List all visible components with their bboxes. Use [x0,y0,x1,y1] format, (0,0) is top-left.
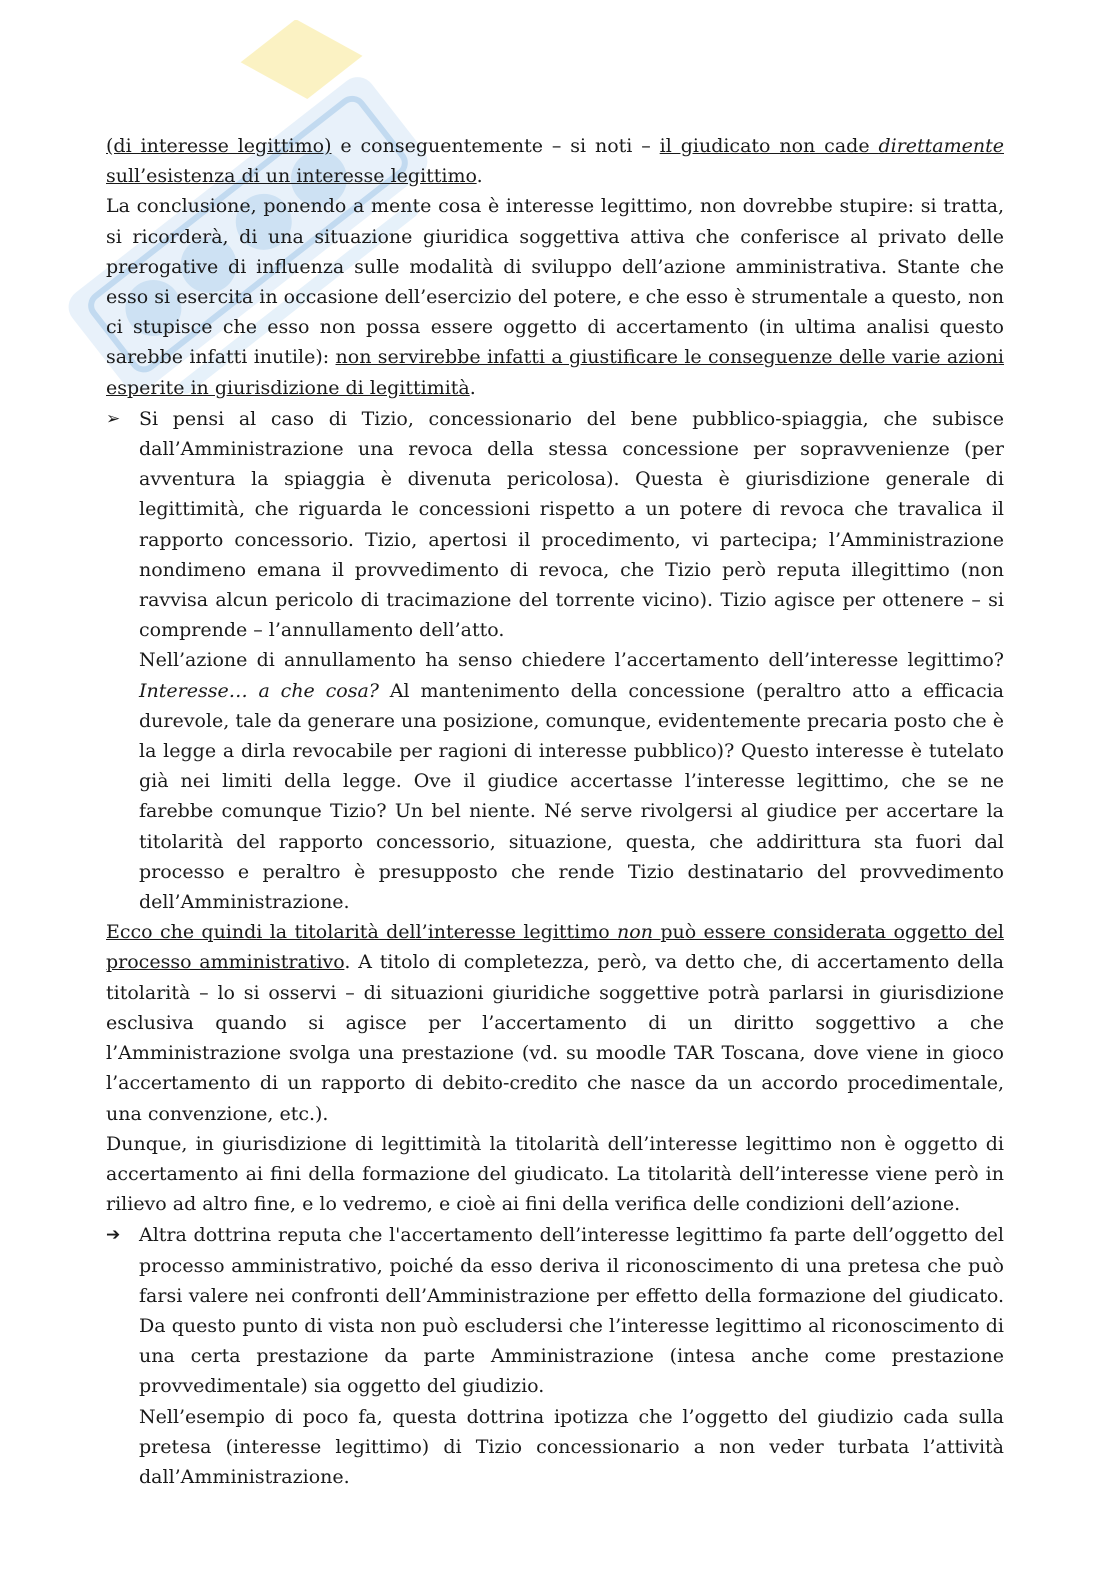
paragraph-intro: (di interesse legittimo) e conseguentemente – si noti – il giudicato non cade direttamente sull’esistenza di un interesse legittimo. [106,135,1004,188]
right-arrow-bullet-icon: ➔ [106,1225,121,1246]
paragraph-conclusion: La conclusione, ponendo a mente cosa è interesse legittimo, non dovrebbe stupire: si tratta, si ricorderà, di una situazione giuridica soggettiva attiva che conferisce al privato delle prerogative di influenza sulle modalità di sviluppo dell’azione amministrativa. Stante che esso si esercita in occasione dell’esercizio del potere, e che esso è strumentale a questo, non ci stupisce che esso non possa essere oggetto di accertamento (in ultima analisi questo sarebbe infatti inutile): non servirebbe infatti a giustificare le conseguenze delle varie azioni esperite in giurisdizione di legittimità. [106,195,1005,399]
underlined-phrase: Ecco che quindi la titolarità dell’interesse legittimo non può essere considerata oggetto del processo amministrativo [106,921,1004,974]
bullet-example-tizio [106,404,1004,917]
bullet-paragraph: Altra dottrina reputa che l'accertamento dell’interesse legittimo fa parte dell’oggetto del processo amministrativo, poiché da esso deriva il riconoscimento di una pretesa che può farsi valere nei confronti dell’Amministrazione per effetto della formazione del giudicato. Da questo punto di vista non può escludersi che l’interesse legittimo al riconoscimento di una certa prestazione da parte Amministrazione (intesa anche come prestazione provvedimentale) sia oggetto del giudizio. [139,1224,1004,1398]
bullet-altra-dottrina [106,1220,1004,1492]
paragraph-ecco: Ecco che quindi la titolarità dell’interesse legittimo non può essere considerata oggetto del processo amministrativo. A titolo di completezza, però, va detto che, di accertamento della titolarità – lo si osservi – di situazioni giuridiche soggettive potrà parlarsi in giurisdizione esclusiva quando si agisce per l’accertamento di un diritto soggettivo a che l’Amministrazione svolga una prestazione (vd. su moodle TAR Toscana, dove viene in gioco l’accertamento di un rapporto di debito-credito che nasce da un accordo procedimentale, una convenzione, etc.). [106,921,1004,1125]
bullet-paragraph: Nell’azione di annullamento ha senso chiedere l’accertamento dell’interesse legittimo? Interesse… a che cosa? Al mantenimento della concessione (peraltro atto a efficacia durevole, tale da generare una posizione, comunque, evidentemente precaria posto che è la legge a dirla revocabile per ragioni di interesse pubblico)? Questo interesse è tutelato già nei limiti della legge. Ove il giudice accertasse l’interesse legittimo, che se ne farebbe comunque Tizio? Un bel niente. Né serve rivolgersi al giudice per accertare la titolarità del rapporto concessorio, situazione, questa, che addirittura sta fuori dal processo e peraltro è presupposto che rende Tizio destinatario del provvedimento dell’Amministrazione. [139,649,1004,914]
paragraph-dunque: Dunque, in giurisdizione di legittimità la titolarità dell’interesse legittimo non è oggetto di accertamento ai fini della formazione del giudicato. La titolarità dell’interesse viene però in rilievo ad altro fine, e lo vedremo, e cioè ai fini della verifica delle condizioni dell’azione. [106,1132,1004,1216]
document-page [106,131,1004,1492]
underlined-phrase: non servirebbe infatti a giustificare le conseguenze delle varie azioni esperite in giurisdizione di legittimità [106,346,1005,399]
underlined-phrase: (di interesse legittimo) [106,135,332,157]
bullet-paragraph: Si pensi al caso di Tizio, concessionario del bene pubblico-spiaggia, che subisce dall’Amministrazione una revoca della stessa concessione per sopravvenienze (per avventura la spiaggia è divenuta pericolosa). Questa è giurisdizione generale di legittimità, che riguarda le concessioni rispetto a un potere di revoca che travalica il rapporto concessorio. Tizio, apertosi il procedimento, vi partecipa; l’Amministrazione nondimeno emana il provvedimento di revoca, che Tizio però reputa illegittimo (non ravvisa alcun pericolo di tracimazione del torrente vicino). Tizio agisce per ottenere – si comprende – l’annullamento dell’atto. [139,407,1004,642]
underlined-phrase: il giudicato non cade direttamente sull’esistenza di un interesse legittimo [106,135,1004,188]
arrowhead-bullet-icon: ➢ [106,408,121,429]
bullet-paragraph: Nell’esempio di poco fa, questa dottrina ipotizza che l’oggetto del giudizio cada sulla pretesa (interesse legittimo) di Tizio concessionario a non veder turbata l’attività dall’Amministrazione. [139,1405,1004,1488]
